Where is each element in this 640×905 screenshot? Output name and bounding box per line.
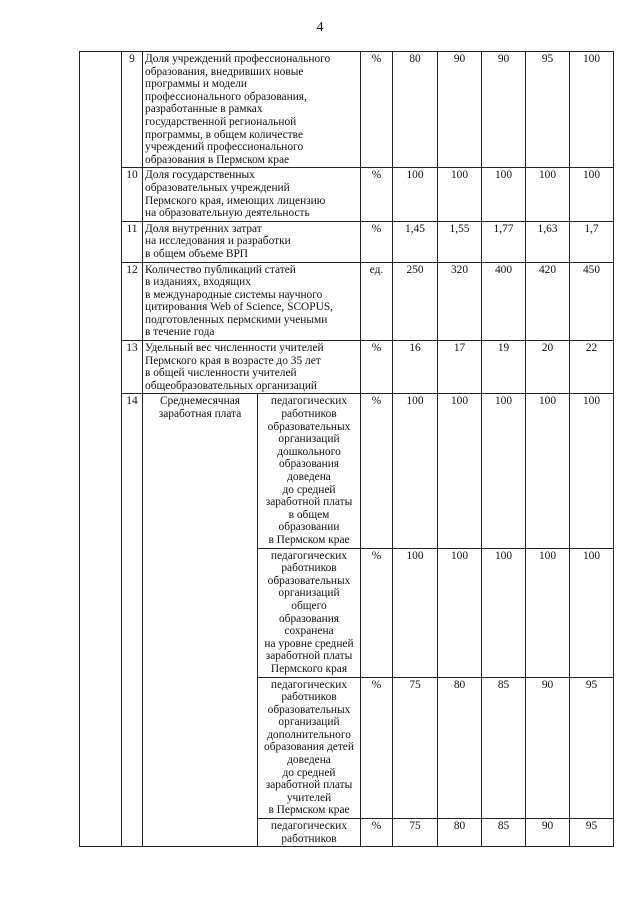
value-cell: 100 [482, 548, 526, 677]
text-line: образования детей [264, 741, 354, 754]
unit-cell: ед. [361, 262, 393, 341]
sub-indicator [258, 394, 361, 548]
row-number: 13 [122, 341, 143, 394]
value-cell: 100 [570, 548, 614, 677]
text-line: доведена [287, 471, 331, 483]
value-cell: 100 [526, 394, 570, 548]
text-line: педагогических [270, 820, 348, 833]
unit-cell: % [361, 548, 393, 677]
value-cell: 19 [482, 341, 526, 394]
indicator-name [143, 168, 361, 221]
text-line: Доля государственных [145, 169, 255, 182]
indicator-name [143, 341, 361, 394]
text-line: Доля учреждений профессионального [145, 53, 331, 65]
table-row [80, 341, 614, 394]
text-line: образования, внедривших новые [145, 65, 304, 78]
page-number: 4 [316, 20, 324, 35]
text-line: педагогических [270, 678, 348, 691]
value-cell: 80 [438, 819, 482, 847]
value-cell: 100 [482, 394, 526, 548]
text-line: дошкольного [277, 445, 341, 458]
value-cell: 420 [526, 262, 570, 341]
text-line: педагогических [270, 549, 348, 562]
value-cell: 100 [482, 168, 526, 221]
table-row [80, 262, 614, 341]
value-cell: 75 [393, 677, 438, 819]
table-row [80, 168, 614, 221]
value-cell: 85 [482, 677, 526, 819]
value-cell: 100 [393, 168, 438, 221]
value-cell: 100 [438, 394, 482, 548]
value-cell: 17 [438, 341, 482, 394]
unit-cell: % [361, 819, 393, 847]
value-cell: 100 [526, 548, 570, 677]
value-cell: 100 [570, 168, 614, 221]
text-line: заработной платы [265, 779, 353, 792]
value-cell: 90 [438, 52, 482, 168]
text-line: педагогических [270, 395, 348, 408]
text-line: в общей численности учителей [145, 367, 297, 380]
value-cell: 1,45 [393, 221, 438, 262]
text-line: в общем объеме ВРП [145, 247, 249, 260]
unit-cell: % [361, 221, 393, 262]
value-cell: 100 [570, 52, 614, 168]
value-cell: 80 [393, 52, 438, 168]
indicator-name [143, 52, 361, 168]
text-line: образовательных [267, 420, 351, 433]
value-cell: 20 [526, 341, 570, 394]
text-line: образовательных [267, 574, 351, 587]
table-row [80, 394, 614, 548]
text-line: программы и модели [145, 78, 247, 91]
text-line: заработная плата [158, 408, 242, 421]
text-line: на уровне средней [264, 637, 354, 650]
row-number: 11 [122, 221, 143, 262]
value-cell: 22 [570, 341, 614, 394]
value-cell: 100 [438, 548, 482, 677]
table-row [80, 52, 614, 168]
value-cell: 80 [438, 677, 482, 819]
text-line: цитирования Web of Science, SCOPUS, [145, 301, 334, 314]
text-line: на исследования и разработки [145, 235, 291, 248]
value-cell: 75 [393, 819, 438, 847]
value-cell: 400 [482, 262, 526, 341]
text-line: организаций [278, 433, 340, 446]
text-line: образовании [278, 521, 340, 534]
text-line: работников [281, 832, 337, 845]
value-cell: 320 [438, 262, 482, 341]
text-line: учителей [286, 791, 332, 804]
text-line: в изданиях, входящих [145, 276, 251, 289]
text-line: подготовленных пермскими учеными [145, 313, 328, 326]
indicator-name [143, 262, 361, 341]
value-cell: 1,63 [526, 221, 570, 262]
sub-indicator [258, 819, 361, 847]
text-line: работников [281, 408, 337, 421]
value-cell: 100 [526, 168, 570, 221]
text-line: общеобразовательных организаций [145, 379, 318, 392]
value-cell: 1,55 [438, 221, 482, 262]
value-cell: 95 [570, 677, 614, 819]
sub-indicator [258, 677, 361, 819]
unit-cell: % [361, 52, 393, 168]
sub-indicator [258, 548, 361, 677]
text-line: сохранена [284, 625, 334, 638]
text-line: в международные системы научного [145, 288, 323, 301]
unit-cell: % [361, 677, 393, 819]
text-line: образовательных учреждений [145, 181, 290, 194]
text-line: организаций [278, 716, 340, 729]
blank-column-cell [80, 52, 122, 847]
text-line: в общем [288, 508, 330, 521]
text-line: заработной платы [265, 650, 353, 663]
value-cell: 90 [526, 819, 570, 847]
text-line: программы, в общем количестве [145, 128, 304, 141]
value-cell: 95 [570, 819, 614, 847]
text-line: Среднемесячная [159, 395, 241, 408]
text-line: Пермского края [270, 662, 348, 675]
value-cell: 100 [438, 168, 482, 221]
text-line: заработной платы [265, 496, 353, 509]
text-line: организаций [278, 587, 340, 600]
value-cell: 90 [526, 677, 570, 819]
row-number: 9 [122, 52, 143, 168]
row-number: 10 [122, 168, 143, 221]
text-line: Пермского края в возрасте до 35 лет [145, 354, 321, 367]
text-line: в Пермском крае [268, 804, 350, 817]
text-line: учреждений профессионального [145, 141, 304, 154]
indicator-name [143, 221, 361, 262]
value-cell: 100 [393, 548, 438, 677]
value-cell: 95 [526, 52, 570, 168]
text-line: доведена [287, 754, 331, 767]
text-line: образования [278, 458, 340, 471]
text-line: Количество публикаций статей [145, 263, 296, 276]
text-line: работников [281, 562, 337, 575]
text-line: Пермского края, имеющих лицензию [145, 194, 326, 207]
value-cell: 100 [393, 394, 438, 548]
text-line: образовательных [267, 703, 351, 716]
text-line: до средней [282, 766, 336, 779]
unit-cell: % [361, 394, 393, 548]
value-cell: 1,7 [570, 221, 614, 262]
row-number: 14 [122, 394, 143, 847]
text-line: образования в Пермском крае [145, 153, 290, 166]
value-cell: 100 [570, 394, 614, 548]
value-cell: 90 [482, 52, 526, 168]
text-line: профессионального образования, [145, 90, 307, 103]
text-line: образования [278, 612, 340, 625]
text-line: Доля внутренних затрат [145, 222, 262, 235]
text-line: дополнительного [267, 728, 351, 741]
text-line: в Пермском крае [268, 533, 350, 546]
text-line: разработанные в рамках [145, 103, 263, 116]
value-cell: 16 [393, 341, 438, 394]
text-line: работников [281, 691, 337, 704]
table-row [80, 221, 614, 262]
row-number: 12 [122, 262, 143, 341]
text-line: до средней [282, 483, 336, 496]
text-line: на образовательную деятельность [145, 207, 310, 220]
value-cell: 85 [482, 819, 526, 847]
unit-cell: % [361, 341, 393, 394]
text-line: общего [291, 599, 327, 612]
value-cell: 1,77 [482, 221, 526, 262]
indicators-table [79, 51, 614, 847]
text-line: Удельный вес численности учителей [145, 342, 324, 355]
table-body [80, 52, 614, 847]
text-line: государственной региональной [145, 115, 297, 128]
value-cell: 250 [393, 262, 438, 341]
value-cell: 450 [570, 262, 614, 341]
indicator-name [143, 394, 258, 847]
text-line: в течение года [145, 326, 215, 339]
unit-cell: % [361, 168, 393, 221]
